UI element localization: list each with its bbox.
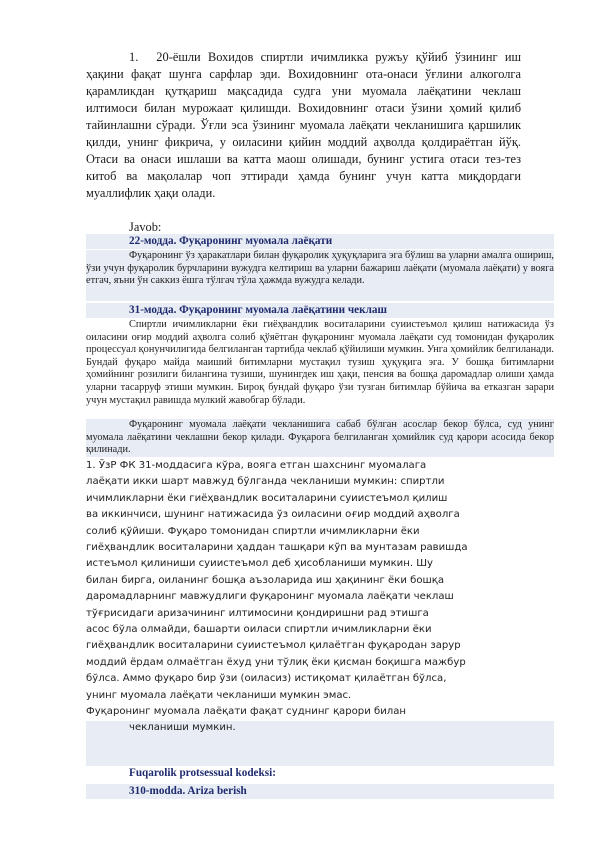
- code-article-heading: 310-modda. Ariza berish: [129, 785, 247, 797]
- answer-line: унинг муомала лаёқати чекланиши мумкин эмас.: [86, 689, 352, 701]
- answer-line: даромадларнинг мавжудлиги фуқаронинг муомала лаёқати чеклаш: [86, 591, 454, 603]
- article-31-paragraph-2: Фуқаронинг муомала лаёқати чекланишига сабаб бўлган асослар бекор бўлса, суд унинг муомала лаёқатини чеклашни бекор қилади. Фуқарога белгиланган ҳомийлик суд қарори асосида бекор қилинади.: [86, 419, 554, 456]
- article-31-heading: 31-модда. Фуқаронинг муомала лаёқатини чеклаш: [86, 303, 554, 318]
- answer-line: моддий ёрдам олмаётган ёхуд уни тўлиқ ёки қисман боқишга мажбур: [86, 656, 466, 668]
- answer-line: солиб қўйиши. Фуқаро томонидан спиртли ичимликларни ёки: [86, 525, 420, 537]
- article-22-text: Фуқаронинг ўз ҳаракатлари билан фуқаролик ҳуқуқларига эга бўлиш ва уларни амалга ошириш, ўзи учун фуқаролик бурчларини вужудга келтириш ва уларни бажариш лаёқати (муомала лаёқати) у вояга етгач, яъни ўн саккиз ёшга тўлгач тўла ҳажмда вужудга келади.: [86, 250, 554, 301]
- task-paragraph: [86, 49, 521, 202]
- article-22-heading: 22-модда. Фуқаронинг муомала лаёқати: [86, 234, 554, 249]
- article-31-paragraph-1: Спиртли ичимликларни ёки гиёҳвандлик воситаларини суиистеъмол қилиш натижасида ўз оиласини оғир моддий аҳволга солиб қўяётган фуқаронинг муомала лаёқати суд томонидан фуқаролик процессуал қонунчилигида белгиланган тартибда чеклаб қўйилиши мумкин. Унга ҳомийлик белгиланади. Бундай фуқаро майда маиший битимларни мустақил тузиш ҳуқуқига эга. У бошқа битимларни ҳомийнинг розилиги билангина тузиши, шунингдек иш ҳақи, пенсия ва бошқа даромадлар олиши ҳамда уларни тасарруф этиши мумкин. Бироқ бундай фуқаро ўзи тузган битимлар бўйича ва етказган зарари учун мустақил равишда мулкий жавобгар бўлади.: [86, 319, 554, 406]
- answer-label: Javob:: [129, 220, 162, 234]
- answer-line: билан бирга, оиланинг бошқа аъзоларида иш ҳақининг ёки бошқа: [86, 574, 445, 586]
- answer-line: ва иккинчиси, шунинг натижасида ўз оиласини оғир моддий аҳволга: [86, 509, 460, 521]
- answer-line: асос бўла олмайди, башарти оиласи спиртли ичимликларни ёки: [86, 624, 432, 636]
- answer-line: гиёҳвандлик воситаларини ҳаддан ташқари кўп ва мунтазам равишда: [86, 542, 468, 554]
- answer-line: ичимликларни ёки гиёҳвандлик воситаларини суиистеъмол қилиш: [86, 492, 448, 504]
- answer-line: лаёқати икки шарт мавжуд бўлганда чекланиши мумкин: спиртли: [86, 476, 445, 488]
- task-text: 20-ёшли Вохидов спиртли ичимликка ружъу қўйиб ўзининг иш ҳақини фақат шунга сарфлар эди. Вохидовнинг ота-онаси ўғлини алкоголга қарамликдан қутқариш мақсадида судга уни муомала лаёқатини чеклаш илтимоси билан мурожаат қилишди. Вохидовнинг отаси ўзини ҳомий қилиб тайинлашни сўради. Ўғли эса ўзининг муомала лаёқати чекланишига қаршилик қилди, унинг фикрича, у оиласини қийин моддий аҳволда қолдираётган йўқ. Отаси ва онаси ишлаши ва катта маош олишади, бунинг устига отаси тез-тез китоб ва мақолалар чоп эттиради ҳамда бунинг учун катта миқдордаги муаллифлик ҳақи олади.: [86, 50, 521, 200]
- task-number: 1.: [129, 50, 139, 64]
- answer-last-line: чекланиши мумкин.: [129, 722, 236, 733]
- answer-line: бўлса. Аммо фуқаро бир ўзи (оиласиз) истиқомат қилаётган бўлса,: [86, 673, 447, 685]
- answer-line: Фуқаронинг муомала лаёқати фақат суднинг қарори билан: [86, 706, 407, 718]
- answer-line: гиёҳвандлик воситаларини суиистеъмол қилаётган фуқародан зарур: [86, 640, 461, 652]
- answer-line: 1. ЎзР ФК 31-моддасига кўра, вояга етган шахснинг муомалага: [86, 460, 427, 471]
- answer-line: истеъмол қилиниши суиистеъмол деб ҳисобланиши мумкин. Шу: [86, 558, 434, 570]
- answer-line: тўғрисидаги аризачининг илтимосини қондиришни рад этишга: [86, 607, 429, 619]
- code-heading: Fuqarolik protsessual kodeksi:: [129, 767, 276, 779]
- answer-body: [86, 458, 526, 721]
